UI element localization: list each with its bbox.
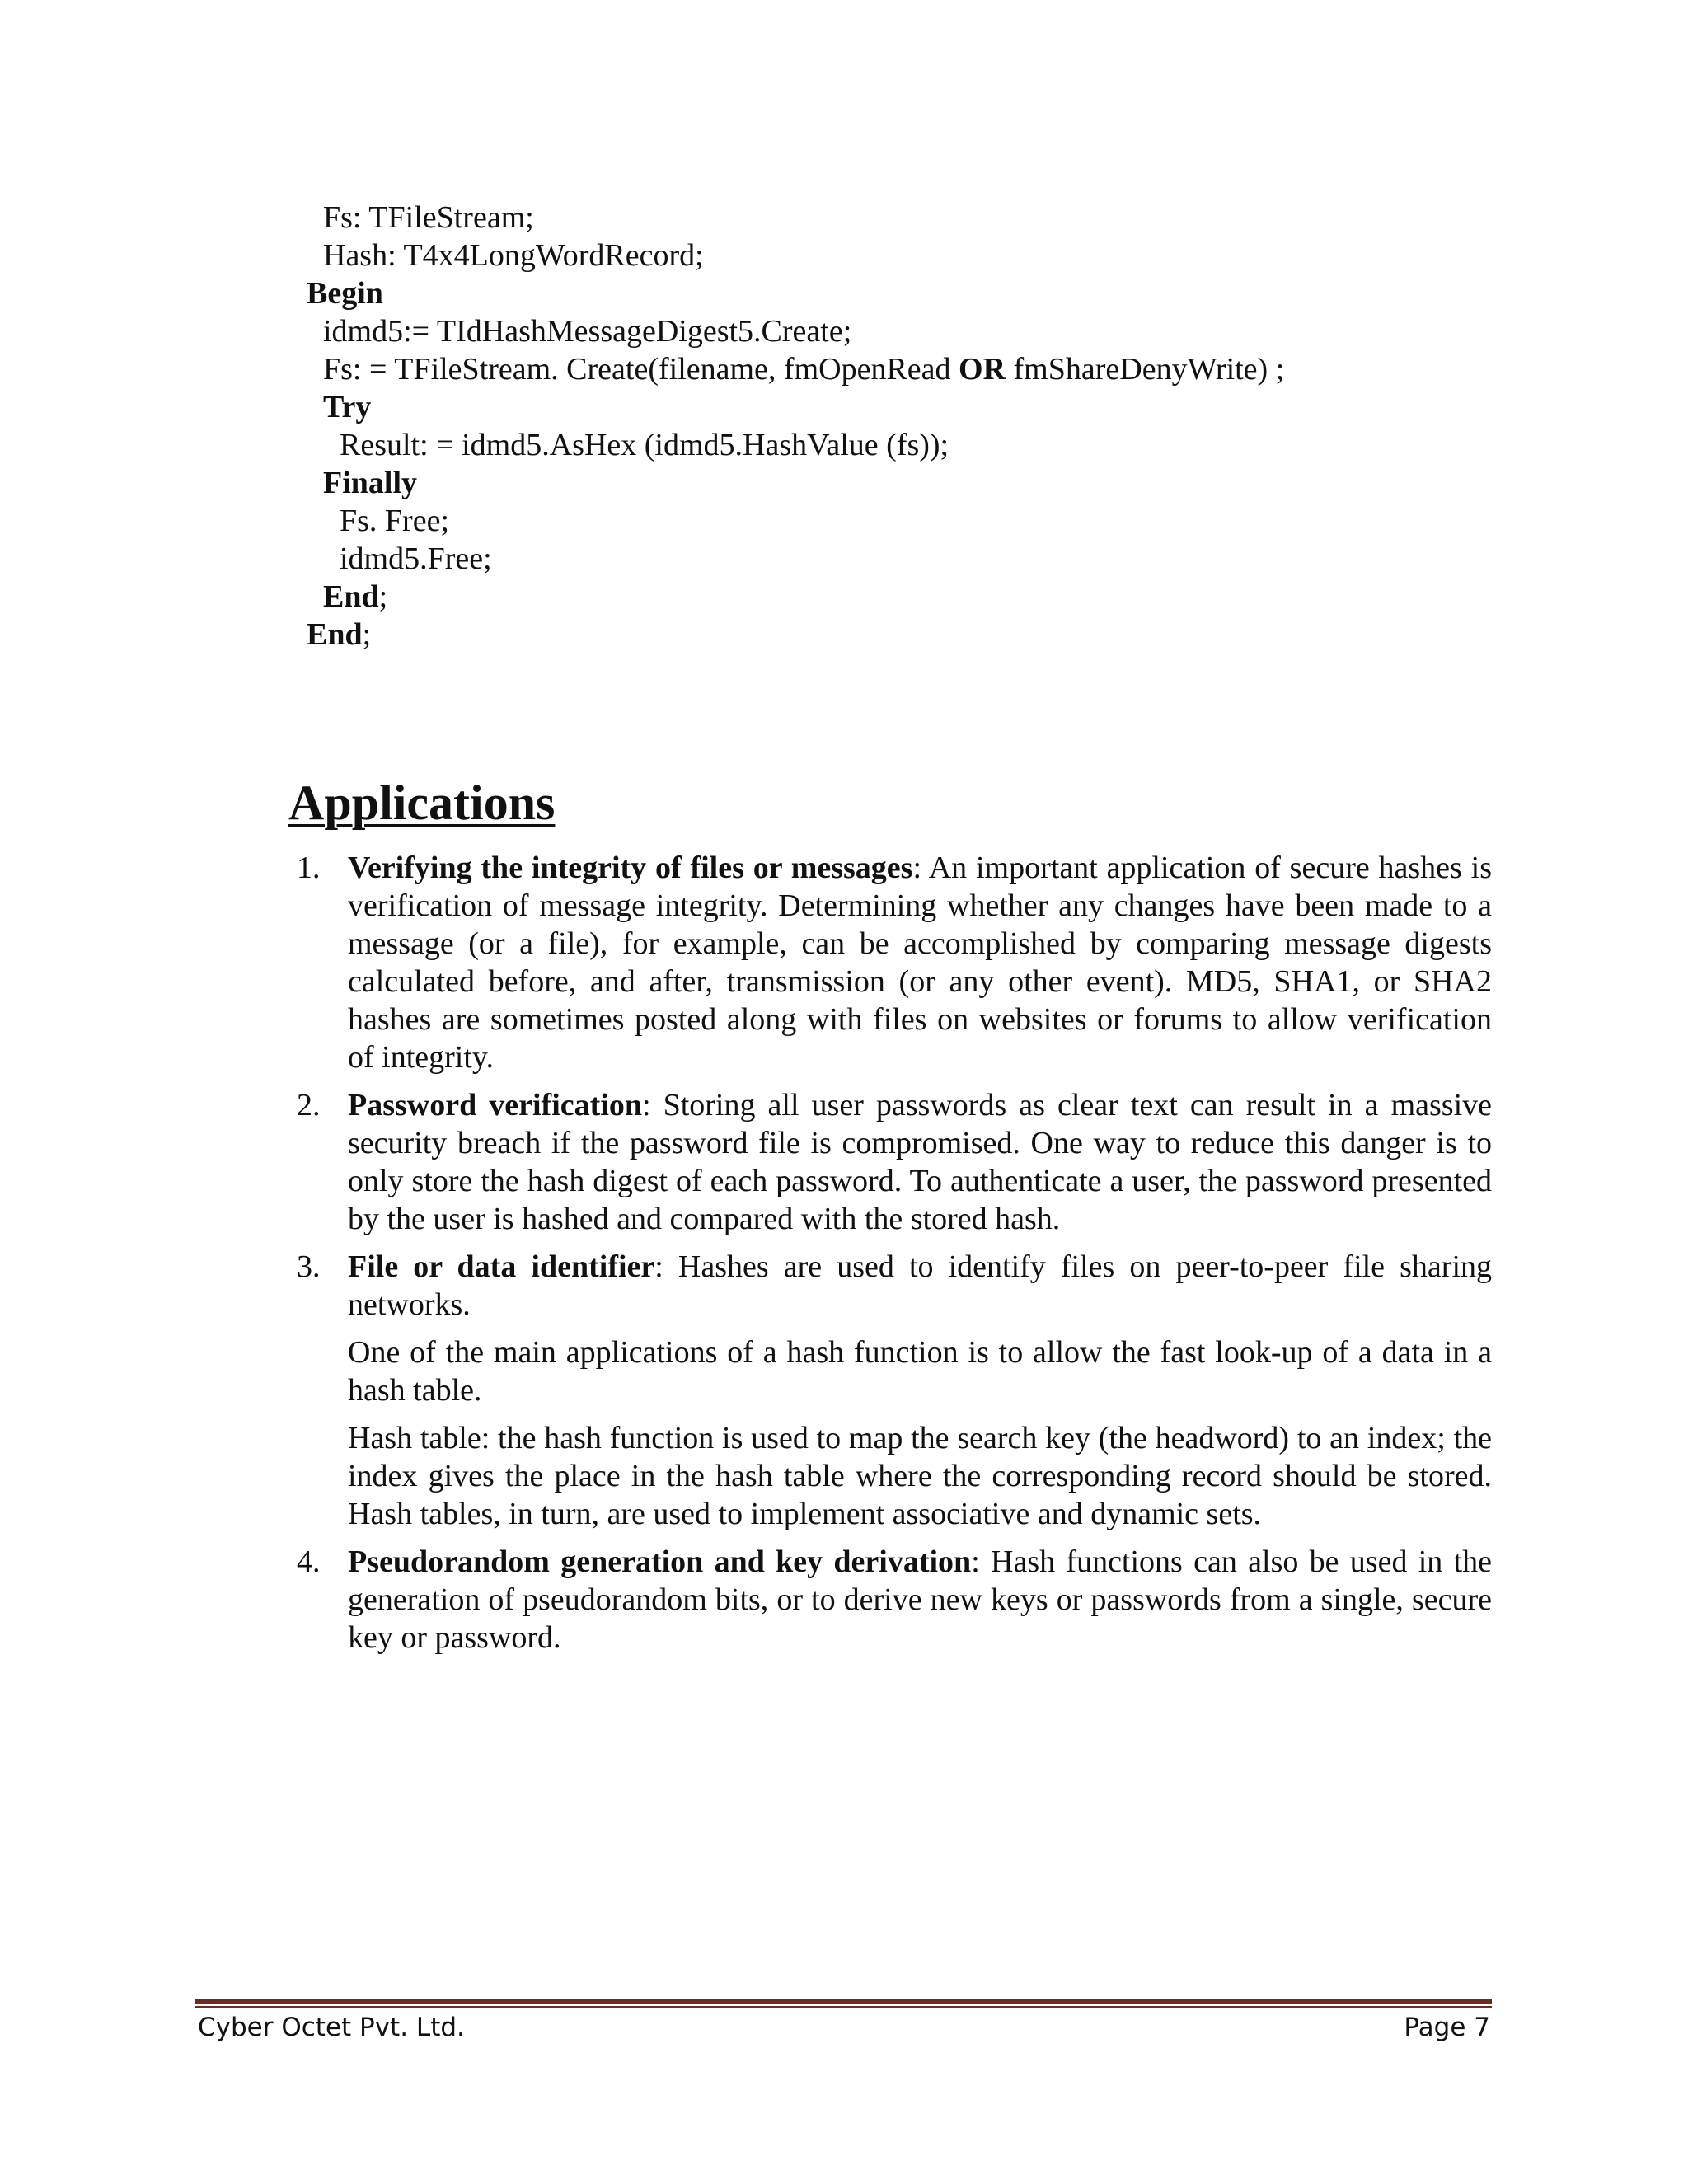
code-keyword: End	[323, 579, 379, 614]
code-keyword-line: Try	[323, 390, 372, 424]
code-line: Hash: T4x4LongWordRecord;	[323, 238, 704, 273]
code-text: ;	[362, 617, 372, 652]
list-item-body: : Hash functions can also be used in the generation of pseudorandom bits, or to derive new keys or passwords from a single, secure key or password.	[348, 1544, 1492, 1655]
code-keyword-line: Begin	[307, 276, 383, 311]
list-item	[288, 1086, 1492, 1238]
list-number: 1.	[297, 851, 321, 885]
footer-company: Cyber Octet Pvt. Ltd.	[198, 2013, 465, 2042]
list-item-text	[348, 849, 1492, 1076]
list-item-term: Verifying the integrity of files or messages	[348, 851, 913, 885]
code-line: idmd5.Free;	[340, 541, 492, 576]
footer-page-number: Page 7	[1404, 2013, 1490, 2042]
code-keyword: End	[307, 617, 363, 652]
list-number: 3.	[297, 1249, 321, 1284]
list-item	[288, 1248, 1492, 1533]
code-line: Result: = idmd5.AsHex (idmd5.HashValue (fs));	[340, 428, 950, 462]
applications-list	[288, 849, 1492, 1666]
code-text: Fs: = TFileStream. Create(filename, fmOpenRead	[323, 352, 959, 387]
list-item-text	[348, 1086, 1492, 1238]
list-item-paragraph: Hash table: the hash function is used to map the search key (the headword) to an index; the index gives the place in the hash table where the corresponding record should be stored. Hash tables, in turn, are used to implement associative and dynamic sets.	[348, 1421, 1492, 1531]
list-item-term: Pseudorandom generation and key derivation	[348, 1544, 972, 1579]
code-line	[323, 578, 387, 616]
code-text: ;	[378, 579, 388, 614]
code-line	[307, 616, 371, 654]
list-item-text	[348, 1248, 1492, 1324]
list-item-term: Password verification	[348, 1088, 642, 1122]
code-keyword: OR	[959, 352, 1006, 387]
code-text: fmShareDenyWrite) ;	[1006, 352, 1285, 387]
code-line: Fs: TFileStream;	[323, 200, 534, 235]
code-line: idmd5:= TIdHashMessageDigest5.Create;	[323, 314, 852, 349]
list-number: 2.	[297, 1088, 321, 1122]
list-item-term: File or data identifier	[348, 1249, 655, 1284]
list-item-text	[348, 1543, 1492, 1657]
list-item-paragraph: One of the main applications of a hash function is to allow the fast look-up of a data in a hash table.	[348, 1335, 1492, 1408]
footer-divider	[195, 1999, 1492, 2008]
code-line	[323, 350, 1284, 388]
list-item	[288, 1543, 1492, 1657]
code-line: Fs. Free;	[340, 504, 449, 538]
list-item-body: : Hashes are used to identify files on peer-to-peer file sharing networks.	[348, 1249, 1493, 1322]
list-item-body: : Storing all user passwords as clear text can result in a massive security breach if the password file is compromised. One way to reduce this danger is to only store the hash digest of each password. To authenticate a user, the password presented by the user is hashed and compared with the stored hash.	[348, 1088, 1492, 1236]
code-keyword-line: Finally	[323, 466, 418, 500]
section-heading-applications: Applications	[288, 776, 556, 830]
list-item-body: : An important application of secure hashes is verification of message integrity. Determining whether any changes have been made to a message (or a file), for example, can be accomplished by comparing message digests calculated before, and after, transmission (or any other event). MD5, SHA1, or SHA2 hashes are sometimes posted along with files on websites or forums to allow verification of integrity.	[348, 851, 1492, 1075]
list-number: 4.	[297, 1544, 321, 1579]
list-item	[288, 849, 1492, 1076]
